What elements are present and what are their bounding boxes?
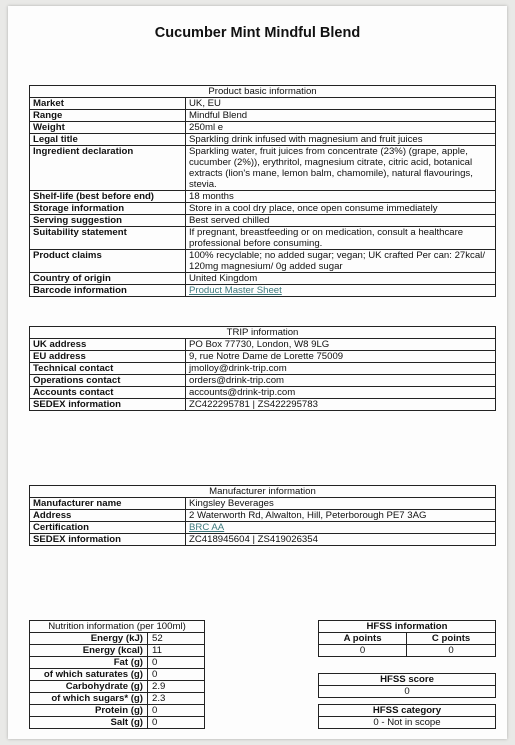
table-row: [30, 645, 205, 657]
trip-info-header: TRIP information: [30, 327, 496, 339]
product-info-table: [29, 85, 496, 297]
row-key: Weight: [30, 122, 186, 134]
table-row: [30, 498, 496, 510]
row-key: Accounts contact: [30, 387, 186, 399]
manufacturer-info-header: Manufacturer information: [30, 486, 496, 498]
table-row: [30, 191, 496, 203]
table-row: [30, 633, 205, 645]
nutrition-header: Nutrition information (per 100ml): [30, 621, 205, 633]
row-key: Country of origin: [30, 273, 186, 285]
accounts-contact-email[interactable]: accounts@drink-trip.com: [186, 387, 496, 399]
row-key: Shelf-life (best before end): [30, 191, 186, 203]
nutrient-key: of which saturates (g): [30, 669, 148, 681]
row-value: Sparkling water, fruit juices from concentrate (23%) (grape, apple, cucumber (2%)), erythritol, magnesium citrate, citric acid, botanical extracts (lion's mane, lemon balm, chamomile), natural flavourings, stevia.: [186, 146, 496, 191]
table-row: [30, 215, 496, 227]
row-value: UK, EU: [186, 98, 496, 110]
row-value: If pregnant, breastfeeding or on medication, consult a healthcare professional before consuming.: [186, 227, 496, 250]
table-row: [30, 657, 205, 669]
nutrient-key: Fat (g): [30, 657, 148, 669]
manufacturer-info-table: [29, 485, 496, 546]
table-row: [30, 134, 496, 146]
nutrient-key: Carbohydrate (g): [30, 681, 148, 693]
a-points-value: 0: [319, 645, 407, 657]
nutrient-value: 52: [148, 633, 205, 645]
operations-contact-email[interactable]: orders@drink-trip.com: [186, 375, 496, 387]
table-row: [30, 203, 496, 215]
row-value: 2 Waterworth Rd, Alwalton, Hill, Peterborough PE7 3AG: [186, 510, 496, 522]
page-title: Cucumber Mint Mindful Blend: [154, 25, 361, 41]
row-key: Legal title: [30, 134, 186, 146]
row-key: Storage information: [30, 203, 186, 215]
table-row: [30, 285, 496, 297]
row-value: Mindful Blend: [186, 110, 496, 122]
table-row: [30, 363, 496, 375]
hfss-category-table: [318, 704, 496, 729]
row-key: EU address: [30, 351, 186, 363]
table-row: [30, 522, 496, 534]
technical-contact-email[interactable]: jmolloy@drink-trip.com: [186, 363, 496, 375]
table-row: [30, 273, 496, 285]
table-row: [30, 351, 496, 363]
nutrient-value: 0: [148, 669, 205, 681]
row-key: UK address: [30, 339, 186, 351]
nutrient-key: Salt (g): [30, 717, 148, 729]
table-row: [30, 534, 496, 546]
table-row: [30, 375, 496, 387]
row-value: Best served chilled: [186, 215, 496, 227]
c-points-value: 0: [407, 645, 496, 657]
table-row: [30, 339, 496, 351]
row-key: Product claims: [30, 250, 186, 273]
table-row: [30, 669, 205, 681]
row-value: ZC422295781 | ZS422295783: [186, 399, 496, 411]
hfss-score-header: HFSS score: [319, 674, 496, 686]
row-key: Market: [30, 98, 186, 110]
row-key: Suitability statement: [30, 227, 186, 250]
row-key: Certification: [30, 522, 186, 534]
table-row: [30, 510, 496, 522]
table-row: [30, 146, 496, 191]
row-key: SEDEX information: [30, 399, 186, 411]
hfss-category-header: HFSS category: [319, 705, 496, 717]
hfss-info-table: [318, 620, 496, 657]
hfss-score-table: [318, 673, 496, 698]
row-value: 18 months: [186, 191, 496, 203]
nutrient-key: of which sugars* (g): [30, 693, 148, 705]
hfss-category-value: 0 - Not in scope: [319, 717, 496, 729]
row-key: Serving suggestion: [30, 215, 186, 227]
table-row: [30, 387, 496, 399]
nutrient-key: Energy (kJ): [30, 633, 148, 645]
row-key: Address: [30, 510, 186, 522]
row-value: ZC418945604 | ZS419026354: [186, 534, 496, 546]
hfss-score-value: 0: [319, 686, 496, 698]
certification-link[interactable]: BRC AA: [189, 522, 225, 533]
document-page: [8, 6, 507, 739]
table-row: [30, 110, 496, 122]
row-key: Technical contact: [30, 363, 186, 375]
row-key: Range: [30, 110, 186, 122]
nutrient-value: 0: [148, 717, 205, 729]
table-row: [30, 693, 205, 705]
table-row: [30, 705, 205, 717]
table-row: [30, 250, 496, 273]
product-info-header: Product basic information: [30, 86, 496, 98]
nutrient-key: Energy (kcal): [30, 645, 148, 657]
row-value: 9, rue Notre Dame de Lorette 75009: [186, 351, 496, 363]
table-row: [30, 98, 496, 110]
table-row: [30, 122, 496, 134]
trip-info-table: [29, 326, 496, 411]
row-value: PO Box 77730, London, W8 9LG: [186, 339, 496, 351]
row-key: SEDEX information: [30, 534, 186, 546]
table-row: [30, 681, 205, 693]
nutrient-key: Protein (g): [30, 705, 148, 717]
a-points-label: A points: [319, 633, 407, 645]
row-key: Manufacturer name: [30, 498, 186, 510]
table-row: [30, 399, 496, 411]
nutrient-value: 0: [148, 657, 205, 669]
row-value: United Kingdom: [186, 273, 496, 285]
row-value: Sparkling drink infused with magnesium and fruit juices: [186, 134, 496, 146]
row-key: Barcode information: [30, 285, 186, 297]
nutrient-value: 2.3: [148, 693, 205, 705]
table-row: [30, 227, 496, 250]
table-row: [30, 717, 205, 729]
nutrition-table: [29, 620, 205, 729]
nutrient-value: 11: [148, 645, 205, 657]
row-key: Operations contact: [30, 375, 186, 387]
row-value: Store in a cool dry place, once open consume immediately: [186, 203, 496, 215]
nutrient-value: 0: [148, 705, 205, 717]
hfss-info-header: HFSS information: [319, 621, 496, 633]
row-key: Ingredient declaration: [30, 146, 186, 191]
nutrient-value: 2.9: [148, 681, 205, 693]
row-value: Kingsley Beverages: [186, 498, 496, 510]
row-value: 100% recyclable; no added sugar; vegan; UK crafted Per can: 27kcal/ 120mg magnesium/ 0g added sugar: [186, 250, 496, 273]
c-points-label: C points: [407, 633, 496, 645]
row-value: 250ml e: [186, 122, 496, 134]
product-master-sheet-link[interactable]: Product Master Sheet: [189, 285, 282, 296]
